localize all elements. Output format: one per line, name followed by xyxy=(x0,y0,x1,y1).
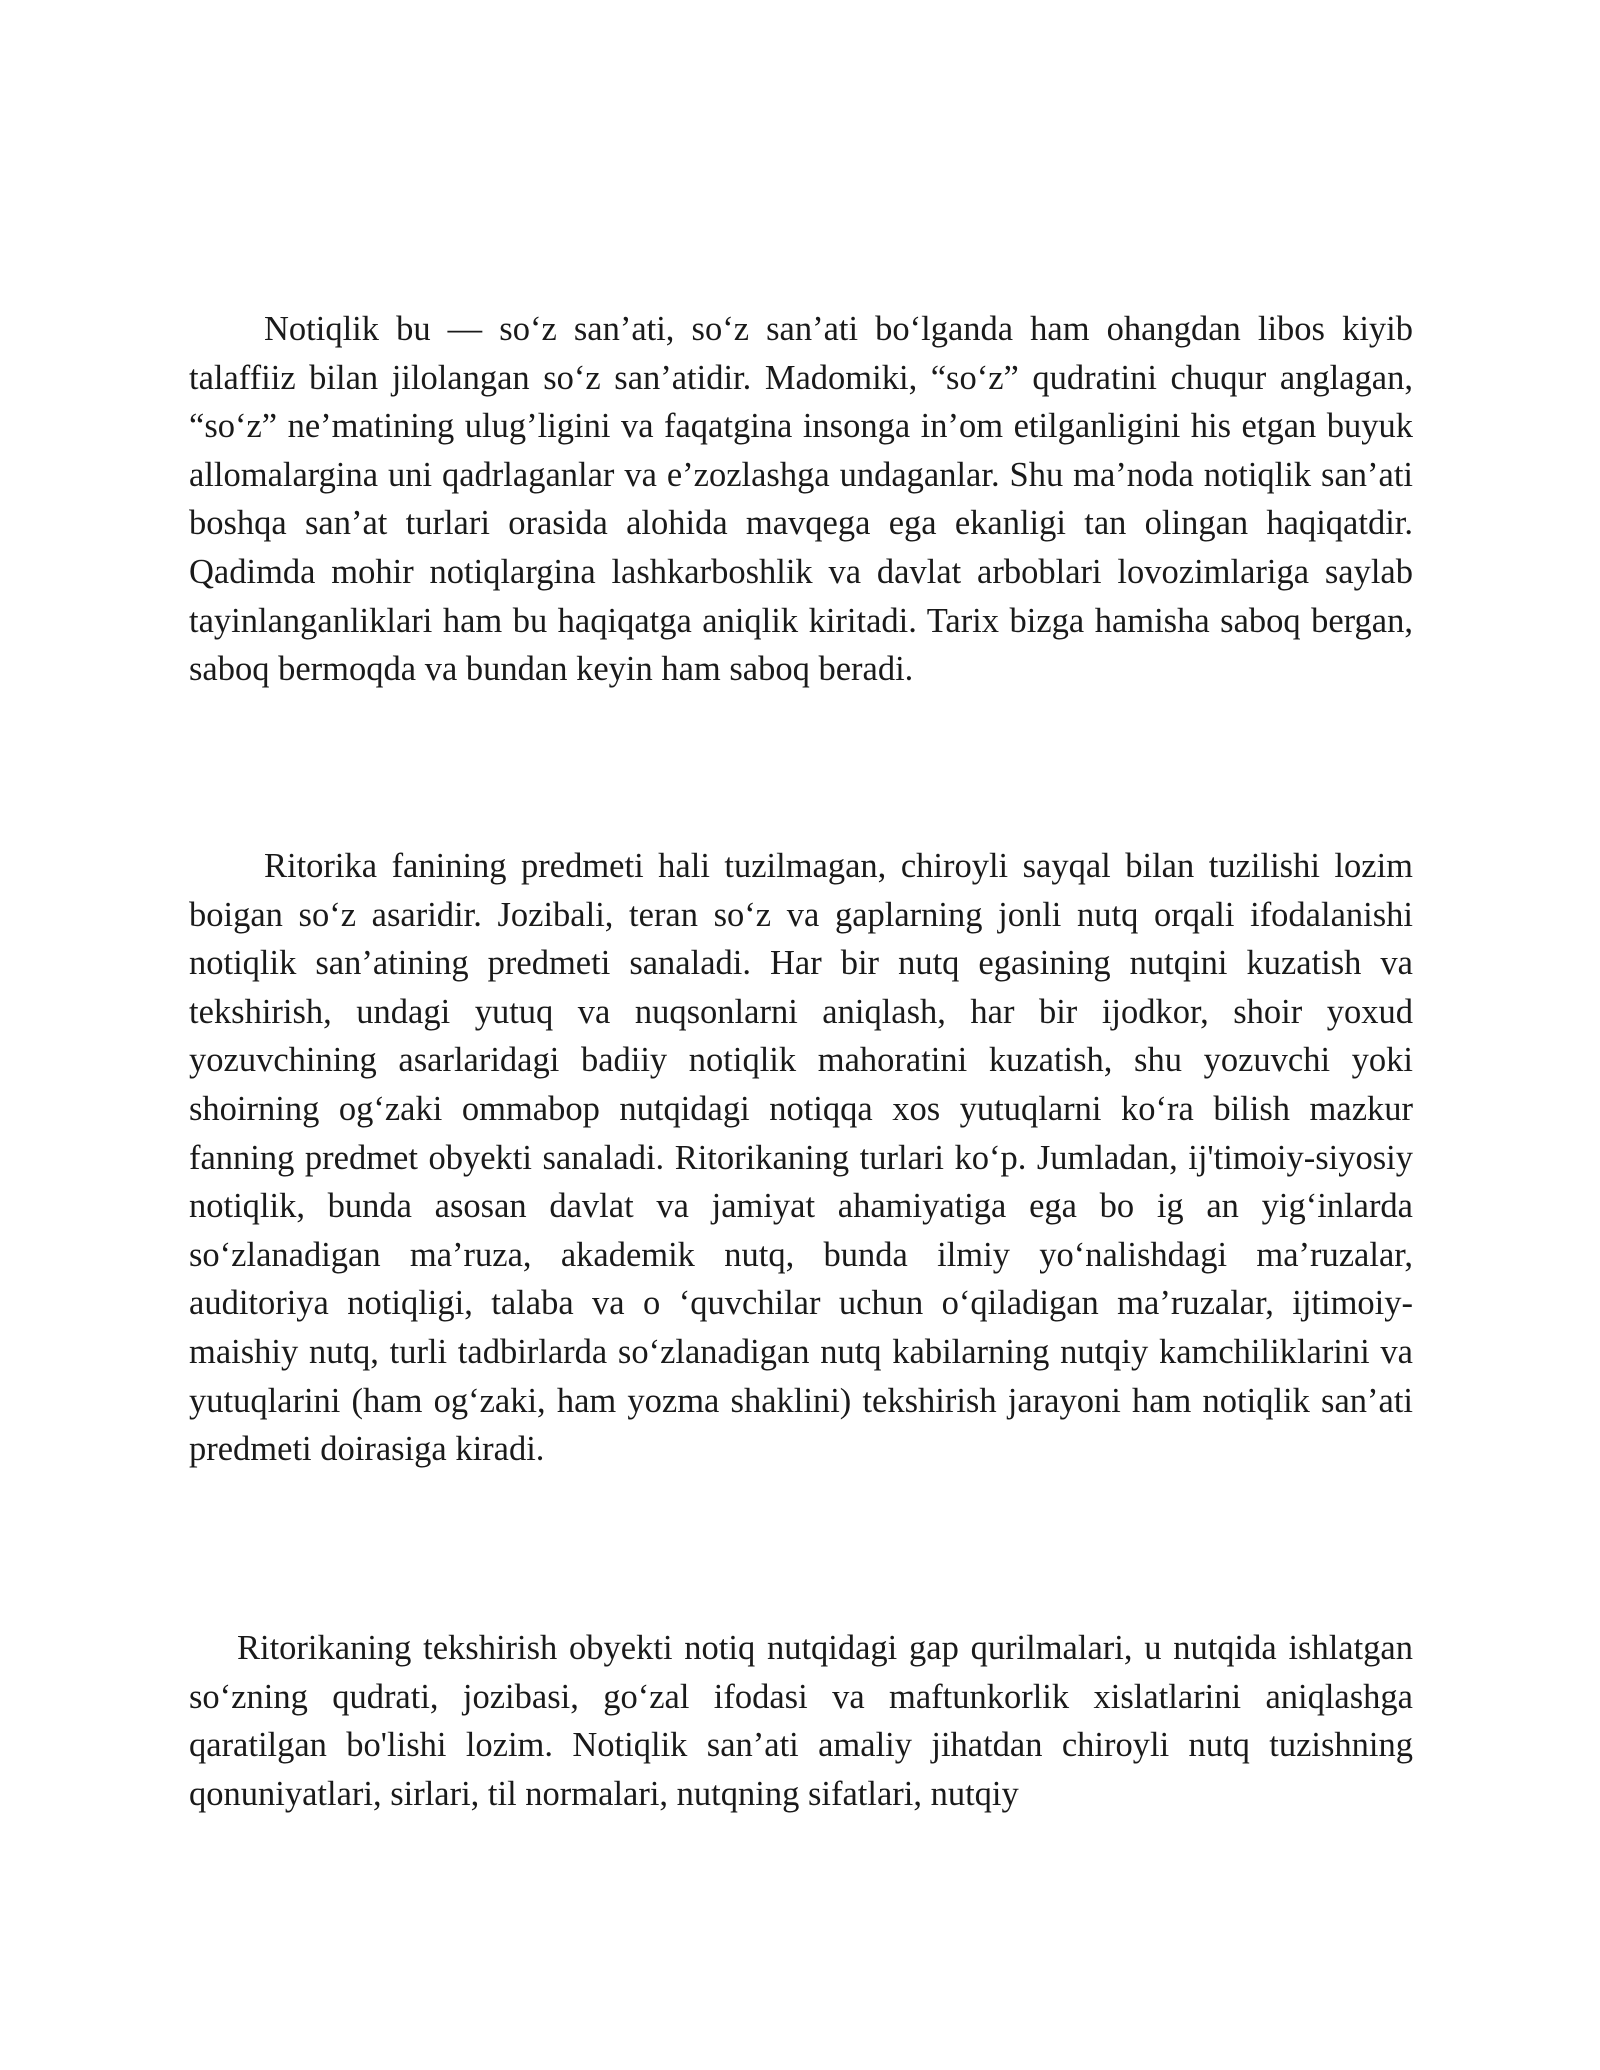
paragraph-ritorika-predmeti: Ritorika fanining predmeti hali tuzilmagan, chiroyli sayqal bilan tuzilishi lozim boigan so‘z asaridir. Jozibali, teran so‘z va gaplarning jonli nutq orqali ifodalanishi notiqlik san’atining predmeti sanaladi. Har bir nutq egasining nutqini kuzatish va tekshirish, undagi yutuq va nuqsonlarni aniqlash, har bir ijodkor, shoir yoxud yozuvchining asarlaridagi badiiy notiqlik mahoratini kuzatish, shu yozuvchi yoki shoirning og‘zaki ommabop nutqidagi notiqqa xos yutuqlarni ko‘ra bilish mazkur fanning predmet obyekti sanaladi. Ritorikaning turlari ko‘p. Jumladan, ij'timoiy-siyosiy notiqlik, bunda asosan davlat va jamiyat ahamiyatiga ega bo ig an yig‘inlarda so‘zlanadigan ma’ruza, akademik nutq, bunda ilmiy yo‘nalishdagi ma’ruzalar, auditoriya notiqligi, talaba va o ‘quvchilar uchun o‘qiladigan ma’ruzalar, ijtimoiy-maishiy nutq, turli tadbirlarda so‘zlanadigan nutq kabilarning nutqiy kamchiliklarini va yutuqlarini (ham og‘zaki, ham yozma shaklini) tekshirish jarayoni ham notiqlik san’ati predmeti doirasiga kiradi. xyxy=(189,847,1413,1469)
paragraph-ritorika-obyekti: Ritorikaning tekshirish obyekti notiq nutqidagi gap qurilmalari, u nutqida ishlatgan so‘zning qudrati, jozibasi, go‘zal ifodasi va maftunkorlik xislatlarini aniqlashga qaratilgan bo'lishi lozim. Notiqlik san’ati amaliy jihatdan chiroyli nutq tuzishning qonuniyatlari, sirlari, til normalari, nutqning sifatlari, nutqiy xyxy=(189,1629,1413,1813)
paragraph-notiqlik: Notiqlik bu — so‘z san’ati, so‘z san’ati bo‘lganda ham ohangdan libos kiyib talaffiiz bilan jilolangan so‘z san’atidir. Madomiki, “so‘z” qudratini chuqur anglagan, “so‘z” ne’matining ulug’ligini va faqatgina insonga in’om etilganligini his etgan buyuk allomalargina uni qadrlaganlar va e’zozlashga undaganlar. Shu ma’noda notiqlik san’ati boshqa san’at turlari orasida alohida mavqega ega ekanligi tan olingan haqiqatdir. Qadimda mohir notiqlargina lashkarboshlik va davlat arboblari lovozimlariga saylab tayinlanganliklari ham bu haqiqatga aniqlik kiritadi. Tarix bizga hamisha saboq bergan, saboq bermoqda va bundan keyin ham saboq beradi. xyxy=(189,310,1413,689)
